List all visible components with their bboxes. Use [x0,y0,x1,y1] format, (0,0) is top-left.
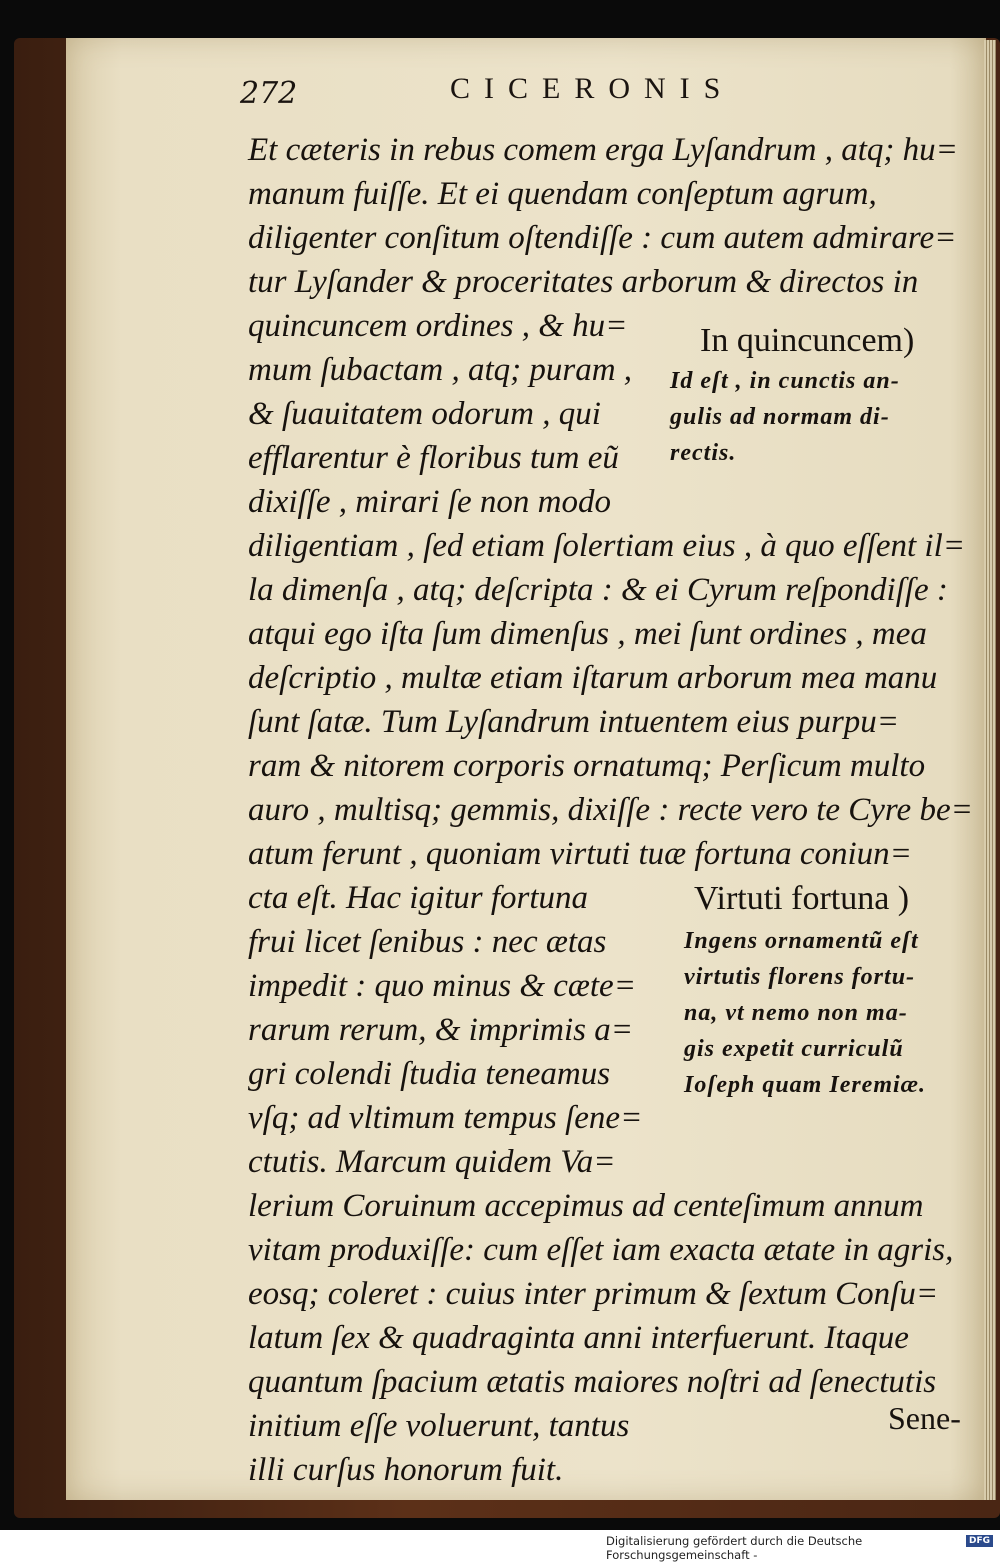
text-line: diligentiam , ſed etiam ſolertiam eius , à quo eſſent il= [248,528,966,564]
text-line: atum ferunt , quoniam virtuti tuæ fortuna coniun= [248,836,912,872]
text-line: impedit : quo minus & cæte= [248,968,636,1004]
note-line: Id eſt , in cunctis an- [670,368,900,394]
text-line: frui licet ſenibus : nec ætas [248,924,607,960]
text-line: lerium Coruinum accepimus ad centeſimum annum [248,1188,924,1224]
dfg-logo-icon: DFG [966,1535,993,1547]
text-line: illi curſus honorum fuit. [248,1452,564,1488]
text-line: cta eſt. Hac igitur fortuna [248,880,589,916]
text-line: quantum ſpacium ætatis maiores noſtri ad ſenectutis [248,1364,937,1400]
text-line: latum ſex & quadraginta anni interfuerunt. Itaque [248,1320,909,1356]
page-edges [984,40,996,1500]
text-line: vitam produxiſſe: cum eſſet iam exacta ætate in agris, [248,1232,954,1268]
text-line: atqui ego iſta ſum dimenſus , mei ſunt ordines , mea [248,616,927,652]
digitization-credit: Digitalisierung gefördert durch die Deutsche Forschungsgemeinschaft - [606,1534,863,1562]
text-line: manum fuiſſe. Et ei quendam conſeptum agrum, [248,176,877,212]
text-line: la dimenſa , atq; deſcripta : & ei Cyrum reſpondiſſe : [248,572,948,608]
text-line: gri colendi ſtudia teneamus [248,1056,611,1092]
catchword: Sene- [888,1400,961,1436]
text-line: ctutis. Marcum quidem Va= [248,1144,616,1180]
note-line: Ingens ornamentũ eſt [684,928,919,954]
note-line: gis expetit curriculũ [684,1036,904,1062]
note-line: gulis ad normam di- [670,404,890,430]
note-line: na, vt nemo non ma- [684,1000,908,1026]
text-line: rarum rerum, & imprimis a= [248,1012,633,1048]
text-line: efflarentur è floribus tum eũ [248,440,619,476]
page-header [240,66,780,110]
text-line: vſq; ad vltimum tempus ſene= [248,1100,643,1136]
text-line: tur Lyſander & proceritates arborum & directos in [248,264,919,300]
text-line: dixiſſe , mirari ſe non modo [248,484,611,520]
note-line: virtutis florens fortu- [684,964,916,990]
note-heading: Virtuti fortuna ) [694,880,910,917]
text-line: Et cæteris in rebus comem erga Lyſandrum , atq; hu= [248,132,958,168]
text-line: initium eſſe voluerunt, tantus [248,1408,630,1444]
text-line: eosq; coleret : cuius inter primum & ſextum Conſu= [248,1276,939,1312]
text-line: auro , multisq; gemmis, dixiſſe : recte vero te Cyre be= [248,792,973,828]
text-line: quincuncem ordines , & hu= [248,308,628,344]
running-head: CICERONIS [450,72,735,105]
text-line: deſcriptio , multæ etiam iſtarum arborum mea manu [248,660,938,696]
note-line: rectis. [670,440,737,466]
text-line: mum ſubactam , atq; puram , [248,352,633,388]
text-line: ram & nitorem corporis ornatumq; Perſicum multo [248,748,926,784]
page-number: 272 [240,76,298,111]
note-heading: In quincuncem) [700,322,915,359]
note-line: Ioſeph quam Ieremiæ. [684,1072,926,1098]
text-line: ſunt ſatæ. Tum Lyſandrum intuentem eius purpu= [248,704,900,740]
text-line: & ſuauitatem odorum , qui [248,396,601,432]
text-line: diligenter conſitum oſtendiſſe : cum autem admirare= [248,220,957,256]
